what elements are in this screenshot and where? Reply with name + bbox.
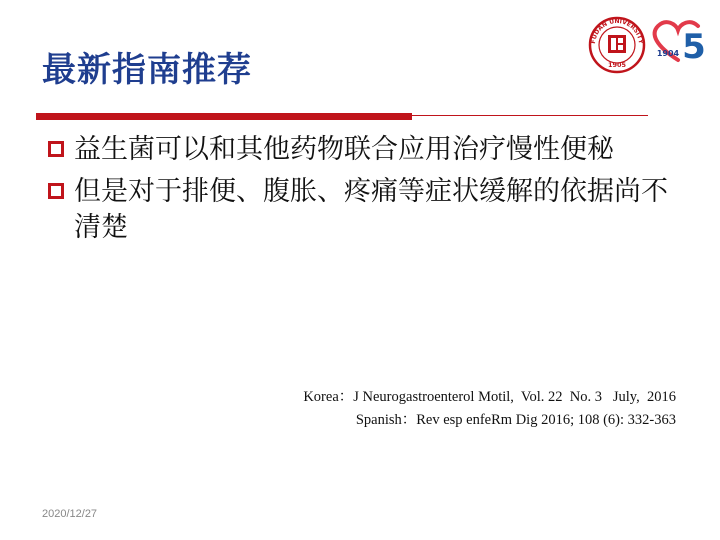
svg-text:1904: 1904 [656,49,680,58]
title-underline-thin [412,115,648,116]
references [303,386,676,432]
bullet-item [48,174,668,246]
bullet-text: 但是对于排便、腹胀、疼痛等症状缓解的依据尚不清楚 [74,176,668,243]
slide-date: 2020/12/27 [42,508,98,520]
svg-text:1905: 1905 [607,61,627,69]
anniversary-logo [648,16,710,66]
svg-text:5: 5 [682,27,706,66]
university-logo [588,16,646,74]
reference-korea: Korea：J Neurogastroenterol Motil, Vol. 22 No. 3 July, 2016 [303,389,676,405]
reference-spanish: Spanish：Rev esp enfeRm Dig 2016; 108 (6): 332-363 [355,412,676,428]
bullet-text: 益生菌可以和其他药物联合应用治疗慢性便秘 [74,134,614,165]
bullet-list [48,132,668,252]
bullet-square-icon [48,183,64,199]
title-underline-thick [36,113,412,120]
slide-title: 最新指南推荐 [42,50,252,90]
bullet-square-icon [48,141,64,157]
svg-text:FUDAN UNIVERSITY: FUDAN UNIVERSITY [589,17,645,45]
bullet-item [48,132,668,168]
